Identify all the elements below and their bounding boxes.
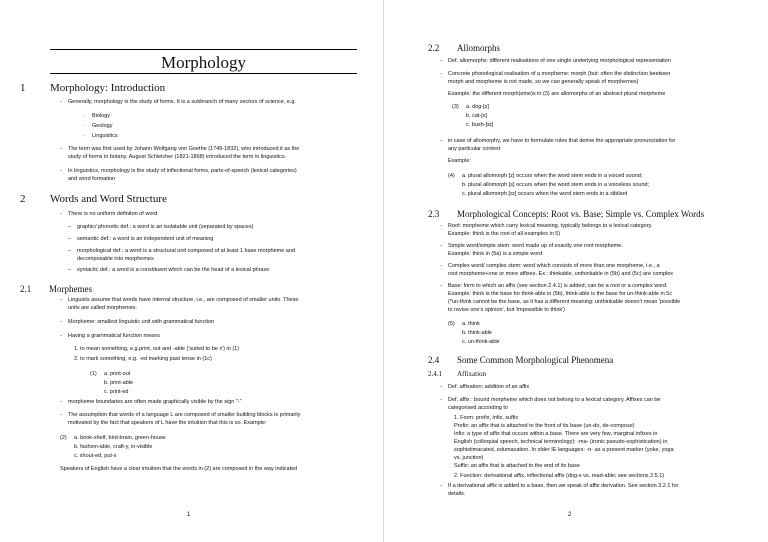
page-1: Morphology 1 Morphology: Introduction - Generally, morphology is the study of forms. It is a subbranch of many sectors of science, e.g. · Biology · Geology · Linguistics - The term was first used by Johann Wolfgang von Goethe (1749-1832), who introduced it as the study of forms in botany. August Schleicher (1821-1868) introduced the term in linguistics. - In linguistics, morphology is the study of inflectional forms, parts-of-speech (lexical categories) and word formation 2 Words and Word Structure - There is no uniform definiton of word – graphic/ phonetic def.: a word is an isolatable unit (separated by spaces) – semantic def.: a word is an independent unit of meaning – morphological def.: a word is a structural unit composed of at least 1 base morpheme and decomposable into morphemes – syntactic def.: a word is a constituent which can be the head of a lexical phrase 2.1 Morphemes - Linguists assume that words have internal structure, i.e., are composed of smaller units. These units are called morphemes. - Morpheme: smallest linguistic unit with grammatical function - Having a grammatical function means 1. to mean something, e.g.print, out and -able ('suited to be x') in (1) 2. to mark something, e.g. -ed marking past tense in (1c) (1) a. print-out b. print-able c. print-ed - morpheme boundaries are often made graphically visible by the sign "-" - The assumption that words of a language L are composed of smaller building blocks is primarily motivated by the fact that speakers of L have the intuition that this is so. Example: (2) a. book-shelf, bird-brain, green-house b. fashion-able, craft-y, in-visible c. shout-ed, put-s Speakers of English have a clear intuition that the words in (2) are composed in the way indicated 1 xyxy=(0,0,384,542)
page-number: 2 xyxy=(568,512,572,518)
paragraph: Example: the different morph(eme)s in (3) are allomorphs of an abstract plural morpheme xyxy=(448,91,666,97)
enum-item: 2. to mark something, e.g. -ed marking past tense in (1c) xyxy=(74,356,212,362)
document-title: Morphology xyxy=(161,53,246,72)
page-2: 2.2 Allomorphs - Def. allomorphs: different realisations of one single underlying morphological representation - Concrete phonological realisation of a morpheme: morph (but: often the distinction beetwen morph and morpheme is not made, so we can generally speak of morphemes) Example: the different morph(eme)s in (3) are allomorphs of an abstract plural morpheme (3) a. dog-[z] b. cat-[s] c. bush-[ɪz] - in case of allomorphy, we have to formulate rules that derive the appropriate pronunciation for any particular context Example: (4) a. plural allomorph [z] occurs when the word stem ends in a voiced sound; b. plural allomorph [s] occurs when the word stem ends in a voiceless sound; c. plural allomorph [ɪz] occurs when the word stem ends in a sibilant 2.3 Morphological Concepts: Root vs. Base; Simple vs. Complex Words - Root: morpheme which carry lexical meaning, typically belongs to a lexical category. Example: think is the root of all examples in 5) - Simple word/simple stem: word made up of exactly one root morpheme. Example: think in (5a) is a simple word - Complex word/ complex stem: word which consists of more than one morpheme, i.e., a root morpheme+one or more affixes. Ex.: thinkable, unthinkable in (5b) and (5c) are complex - Base: form to which an affix (see section 2.4.1) is added; can be a root or a complex word. Example: think is the base for think-able in (5b), think-able is the base for un-think-able in 5c (*un-think cannot be the base, as it has a different meaning: unthinkable doesn't mean 'possible to revise one's opinion', but 'impossible to think') (5) a. think b. think-able c. un-think-able 2.4 Some Common Morphological Phenomena 2.4.1 Affixation - Def. affixation: addition of an affix - Def. affix : bound morpheme which does not belong to a lexical category. Affixes can be categorised according to 1. Form: prefix, infix, suffix Prefix: an affix that is attached to the front of its base (un-do, de-compose) Infix: a type of affix that occurs within a base. There are very few, marginal infixes in English (colloquial speech, technical terminology): -ma- (ironic pseudo-sophistication) in sophistimacated, edumacation. In older IE languages: -n- as a present marker (yoke, yoga vs. junction) Suffix: an affix that is attached to the end of its base 2. Function: derivational affix, inflectional affix (dog-s vs. read-able; see sections 2.5.1) - If a derivational affix is added to a base, then we speak of affix derivation. See section 3.2.1 for details. 2 xyxy=(384,0,768,542)
enum-item: 1. to mean something, e.g.print, out and -able ('suited to be x') in (1) xyxy=(74,346,240,352)
page-number: 1 xyxy=(187,512,191,518)
paragraph: Example: xyxy=(448,158,471,164)
paragraph: Speakers of English have a clear intuition that the words in (2) are composed in the way indicated xyxy=(60,466,298,472)
title-rule-bottom xyxy=(50,73,357,74)
title-rule-top xyxy=(50,49,357,50)
